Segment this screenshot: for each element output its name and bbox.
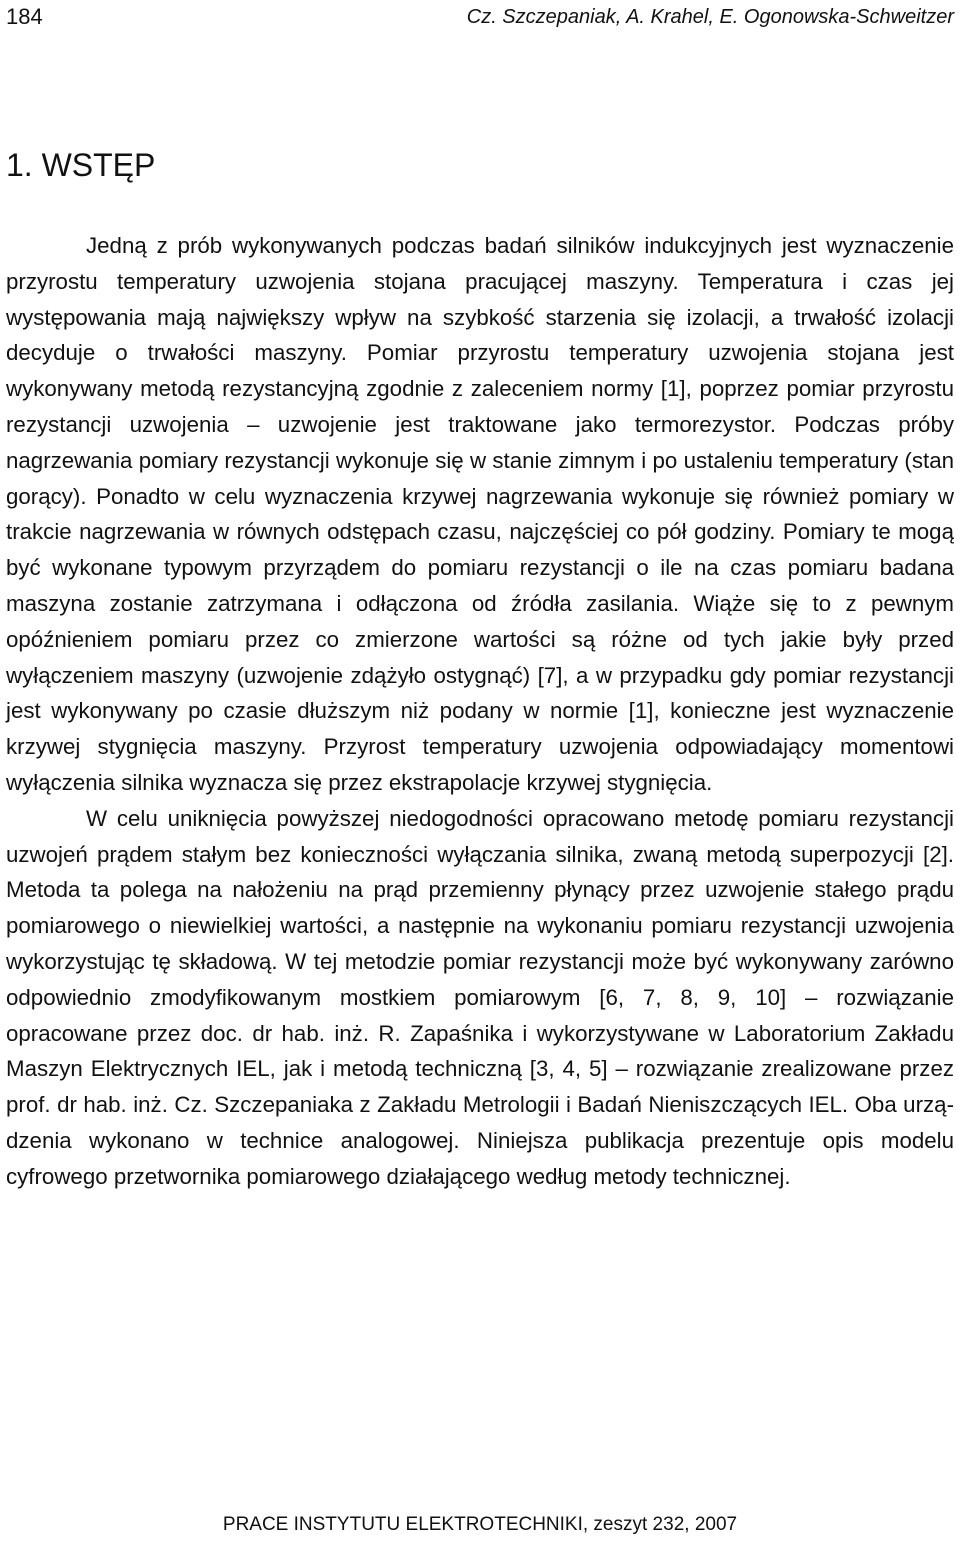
page-footer xyxy=(0,1512,960,1538)
journal-footer: PRACE INSTYTUTU ELEKTROTECHNIKI, zeszyt 232, 2007 xyxy=(222,1514,738,1535)
running-head-authors: Cz. Szczepaniak, A. Krahel, E. Ogonowska-Schweitzer xyxy=(466,6,954,28)
section-title: 1. WSTĘP xyxy=(6,147,156,183)
page-header xyxy=(6,2,954,32)
paragraph-2: W celu uniknięcia powyższej niedogodności opracowano metodę pomiaru rezystancji uzwojeń prądem stałym bez konieczności wyłączania silnika, zwaną metodą superpozycji [2]. Metoda ta polega na nałożeniu na prąd przemienny płynący przez uzwojenie stałego prądu pomiarowego o niewielkiej wartości, a następnie na wykonaniu pomiaru rezystancji uzwojenia wykorzystując tę składową. W tej metodzie pomiar rezystancji może być wykonywany zarówno odpowiednio zmodyfikowanym mostkiem pomiarowym [6, 7, 8, 9, 10] – rozwiązanie opracowane przez doc. dr hab. inż. R. Zapaśnika i wykorzystywane w Laboratorium Zakładu Maszyn Elektrycznych IEL, jak i metodą techniczną [3, 4, 5] – rozwiązanie zrealizowane przez prof. dr hab. inż. Cz. Szczepaniaka z Zakładu Metrologii i Badań Nieniszczących IEL. Oba urządzenia wykonano w technice analogowej. Niniejsza publikacja prezentuje opis modelu cyfrowego przetwornika pomiarowego działającego według metody technicznej. xyxy=(6,805,954,1189)
paragraph-1: Jedną z prób wykonywanych podczas badań silników indukcyjnych jest wyznaczenie przyrostu temperatury uzwojenia stojana pracującej maszyny. Temperatura i czas jej występowania mają największy wpływ na szybkość starzenia się izolacji, a trwałość izolacji decyduje o trwałości maszyny. Pomiar przyrostu temperatury uzwojenia stojana jest wykonywany metodą rezystancyjną zgodnie z zaleceniem normy [1], poprzez pomiar przyrostu rezystancji uzwojenia – uzwojenie jest traktowane jako termorezystor. Podczas próby nagrzewania pomiary rezystancji wykonuje się w stanie zimnym i po ustaleniu temperatury (stan gorący). Ponadto w celu wyznaczenia krzywej nagrzewania wykonuje się również pomiary w trakcie nagrzewania w równych odstępach czasu, najczęściej co pół godziny. Pomiary te mogą być wykonane typowym przyrządem do pomiaru rezystancji o ile na czas pomiaru badana maszyna zostanie zatrzymana i odłączona od źródła zasilania. Wiąże się to z pewnym opóźnieniem pomiaru przez co zmierzone wartości są różne od tych jakie były przed wyłączeniem maszyny (uzwojenie zdążyło ostygnąć) [7], a w przypadku gdy pomiar rezystancji jest wykonywany po czasie dłuższym niż podany w normie [1], konieczne jest wyznaczenie krzywej stygnięcia maszyny. Przyrost temperatury uzwojenia odpowiadający momentowi wyłączenia silnika wyznacza się przez ekstrapolacje krzywej stygnięcia. xyxy=(6,233,954,795)
page-number: 184 xyxy=(6,4,43,29)
body-text xyxy=(6,228,954,1195)
